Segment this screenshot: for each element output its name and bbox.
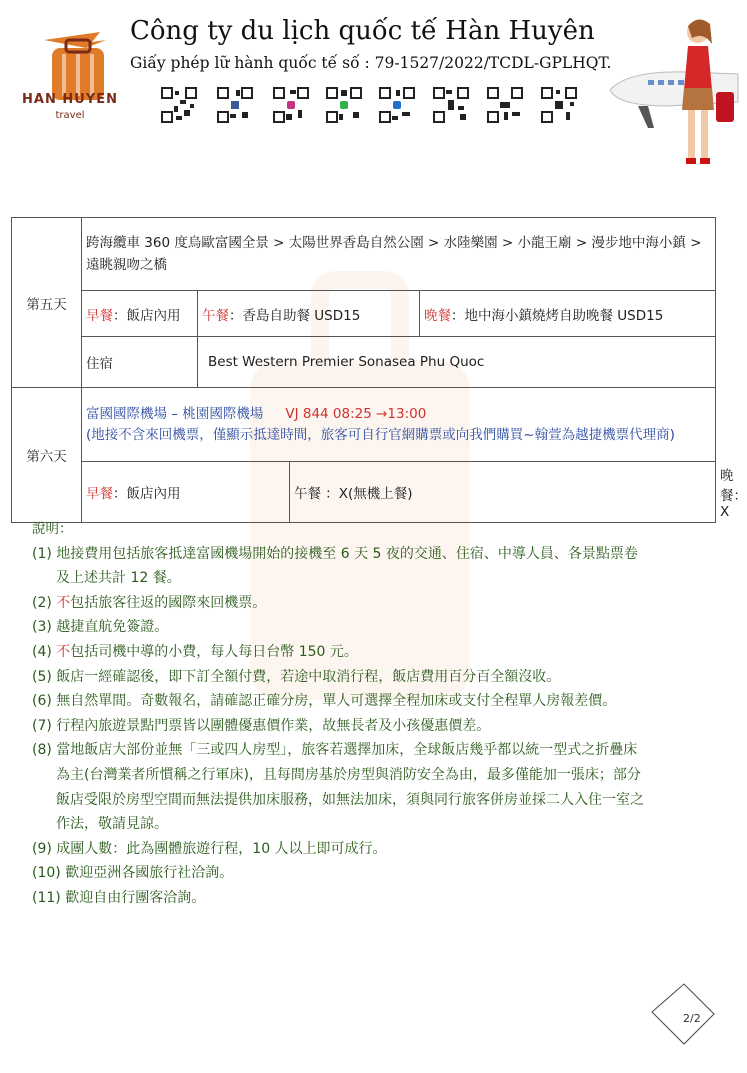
- note-item: (8) 當地飯店大部份並無「三或四人房型」，旅客若選擇加床，全球飯店幾乎都以統一型式之折疊床: [32, 742, 638, 759]
- day6-lunch-cell: 午餐 ：X(無機上餐): [290, 462, 716, 523]
- breakfast-label: 早餐: [86, 486, 113, 502]
- note-item: (4) 不包括司機中導的小費，每人每日台幣 150 元。: [32, 643, 358, 660]
- note-item: (10) 歡迎亞洲各國旅行社洽詢。: [32, 865, 234, 882]
- license-number: Giấy phép lữ hành quốc tế số : 79-1527/2022/TCDL-GPLHQT.: [130, 54, 612, 72]
- day5-label: 第五天: [12, 218, 82, 388]
- zalo-qr-code-icon[interactable]: [378, 86, 416, 124]
- note-item: (7) 行程內旅遊景點門票皆以團體優惠價作業，故無長者及小孩優惠價差。: [32, 717, 491, 734]
- qr-code-icon[interactable]: [160, 86, 198, 124]
- qr-code-icon[interactable]: [486, 86, 524, 124]
- letterhead: [0, 0, 740, 150]
- qr-code-icon[interactable]: [540, 86, 578, 124]
- day6-meals-row: 早餐：飯店內用 午餐 ：X(無機上餐) 晚餐：X: [12, 462, 716, 523]
- qr-code-icon[interactable]: [432, 86, 470, 124]
- day6-breakfast-cell: [82, 462, 290, 523]
- hotel-name: Best Western Premier Sonasea Phu Quoc: [198, 337, 716, 388]
- page-number: 2/2: [683, 1012, 701, 1025]
- note-item: (11) 歡迎自由行團客洽詢。: [32, 889, 206, 906]
- day5-route: 跨海纜車 360 度烏歐富國全景 > 太陽世界香島自然公園 > 水陸樂園 > 小龍王廟 > 漫步地中海小鎮 > 遠眺親吻之橋: [82, 218, 716, 291]
- instagram-qr-code-icon[interactable]: [272, 86, 310, 124]
- day6-label: 第六天: [12, 388, 82, 523]
- lunch-value: ：香島自助餐 USD15: [229, 307, 361, 324]
- logo-wordmark: HAN HUYEN: [22, 92, 118, 107]
- day6-route-row: [12, 388, 716, 462]
- breakfast-value: ：飯店內用: [113, 486, 181, 502]
- dinner-value: ：地中海小鎮燒烤自助晚餐 USD15: [451, 307, 664, 324]
- not-included-word: 不: [56, 643, 71, 660]
- day5-breakfast-cell: [82, 291, 198, 337]
- line-qr-code-icon[interactable]: [325, 86, 363, 124]
- note-item: (3) 越捷直航免簽證。: [32, 619, 169, 636]
- note-item: (9) 成團人數：此為團體旅遊行程，10 人以上即可成行。: [32, 840, 387, 857]
- day5-lunch-cell: [198, 291, 420, 337]
- han-huyen-logo-icon: [22, 14, 132, 124]
- notes-section: [32, 517, 722, 911]
- note-item: (1) 地接費用包括旅客抵達富國機場開始的接機至 6 天 5 夜的交通、住宿、中導人員、各景點票卷: [32, 545, 638, 562]
- logo-subtitle: travel: [55, 110, 85, 121]
- flight-airports: 富國國際機場 – 桃園國際機場: [86, 405, 264, 422]
- note-item: (5) 飯店一經確認後，即下訂全額付費，若途中取消行程，飯店費用百分百全額沒收。: [32, 668, 561, 685]
- lunch-label: 午餐: [202, 307, 229, 324]
- hotel-label: 住宿: [82, 337, 198, 388]
- note-item: (2) 不包括旅客往返的國際來回機票。: [32, 594, 267, 611]
- flight-number-time: VJ 844 08:25 →13:00: [285, 405, 427, 422]
- not-included-word: 不: [56, 594, 71, 611]
- note-item-continuation: 飯店受限於房型空間而無法提供加床服務，如無法加床，須與同行旅客併房並採二人入住一室之: [56, 791, 644, 808]
- airplane-and-stewardess-icon: [608, 10, 740, 170]
- note-item: (6) 無自然單間。奇數報名，請確認正確分房，單人可選擇全程加床或支付全程單人房報差價。: [32, 693, 617, 710]
- day6-route-cell: [82, 388, 716, 462]
- breakfast-label: 早餐: [86, 307, 113, 324]
- day5-hotel-row: [12, 337, 716, 388]
- breakfast-value: ：飯店內用: [113, 307, 181, 324]
- note-item-continuation: 及上述共計 12 餐。: [56, 570, 181, 587]
- notes-title: 說明：: [32, 521, 73, 537]
- day5-meals-row: [12, 291, 716, 337]
- itinerary-table: [11, 217, 747, 523]
- note-item-continuation: 作法，敬請見諒。: [56, 816, 168, 833]
- facebook-qr-code-icon[interactable]: [216, 86, 254, 124]
- flight-ticket-note: (地接不含來回機票，僅顯示抵達時間，旅客可自行官網購票或向我們購買~翰萱為越捷機票代理商): [86, 426, 675, 443]
- note-item-continuation: 為主(台灣業者所慣稱之行軍床)，且每間房基於房型與消防安全為由，最多僅能加一張床；部分: [56, 766, 641, 783]
- day5-dinner-cell: [420, 291, 716, 337]
- company-name: Công ty du lịch quốc tế Hàn Huyên: [130, 16, 595, 46]
- day5-route-row: [12, 218, 716, 291]
- dinner-label: 晚餐: [424, 307, 451, 324]
